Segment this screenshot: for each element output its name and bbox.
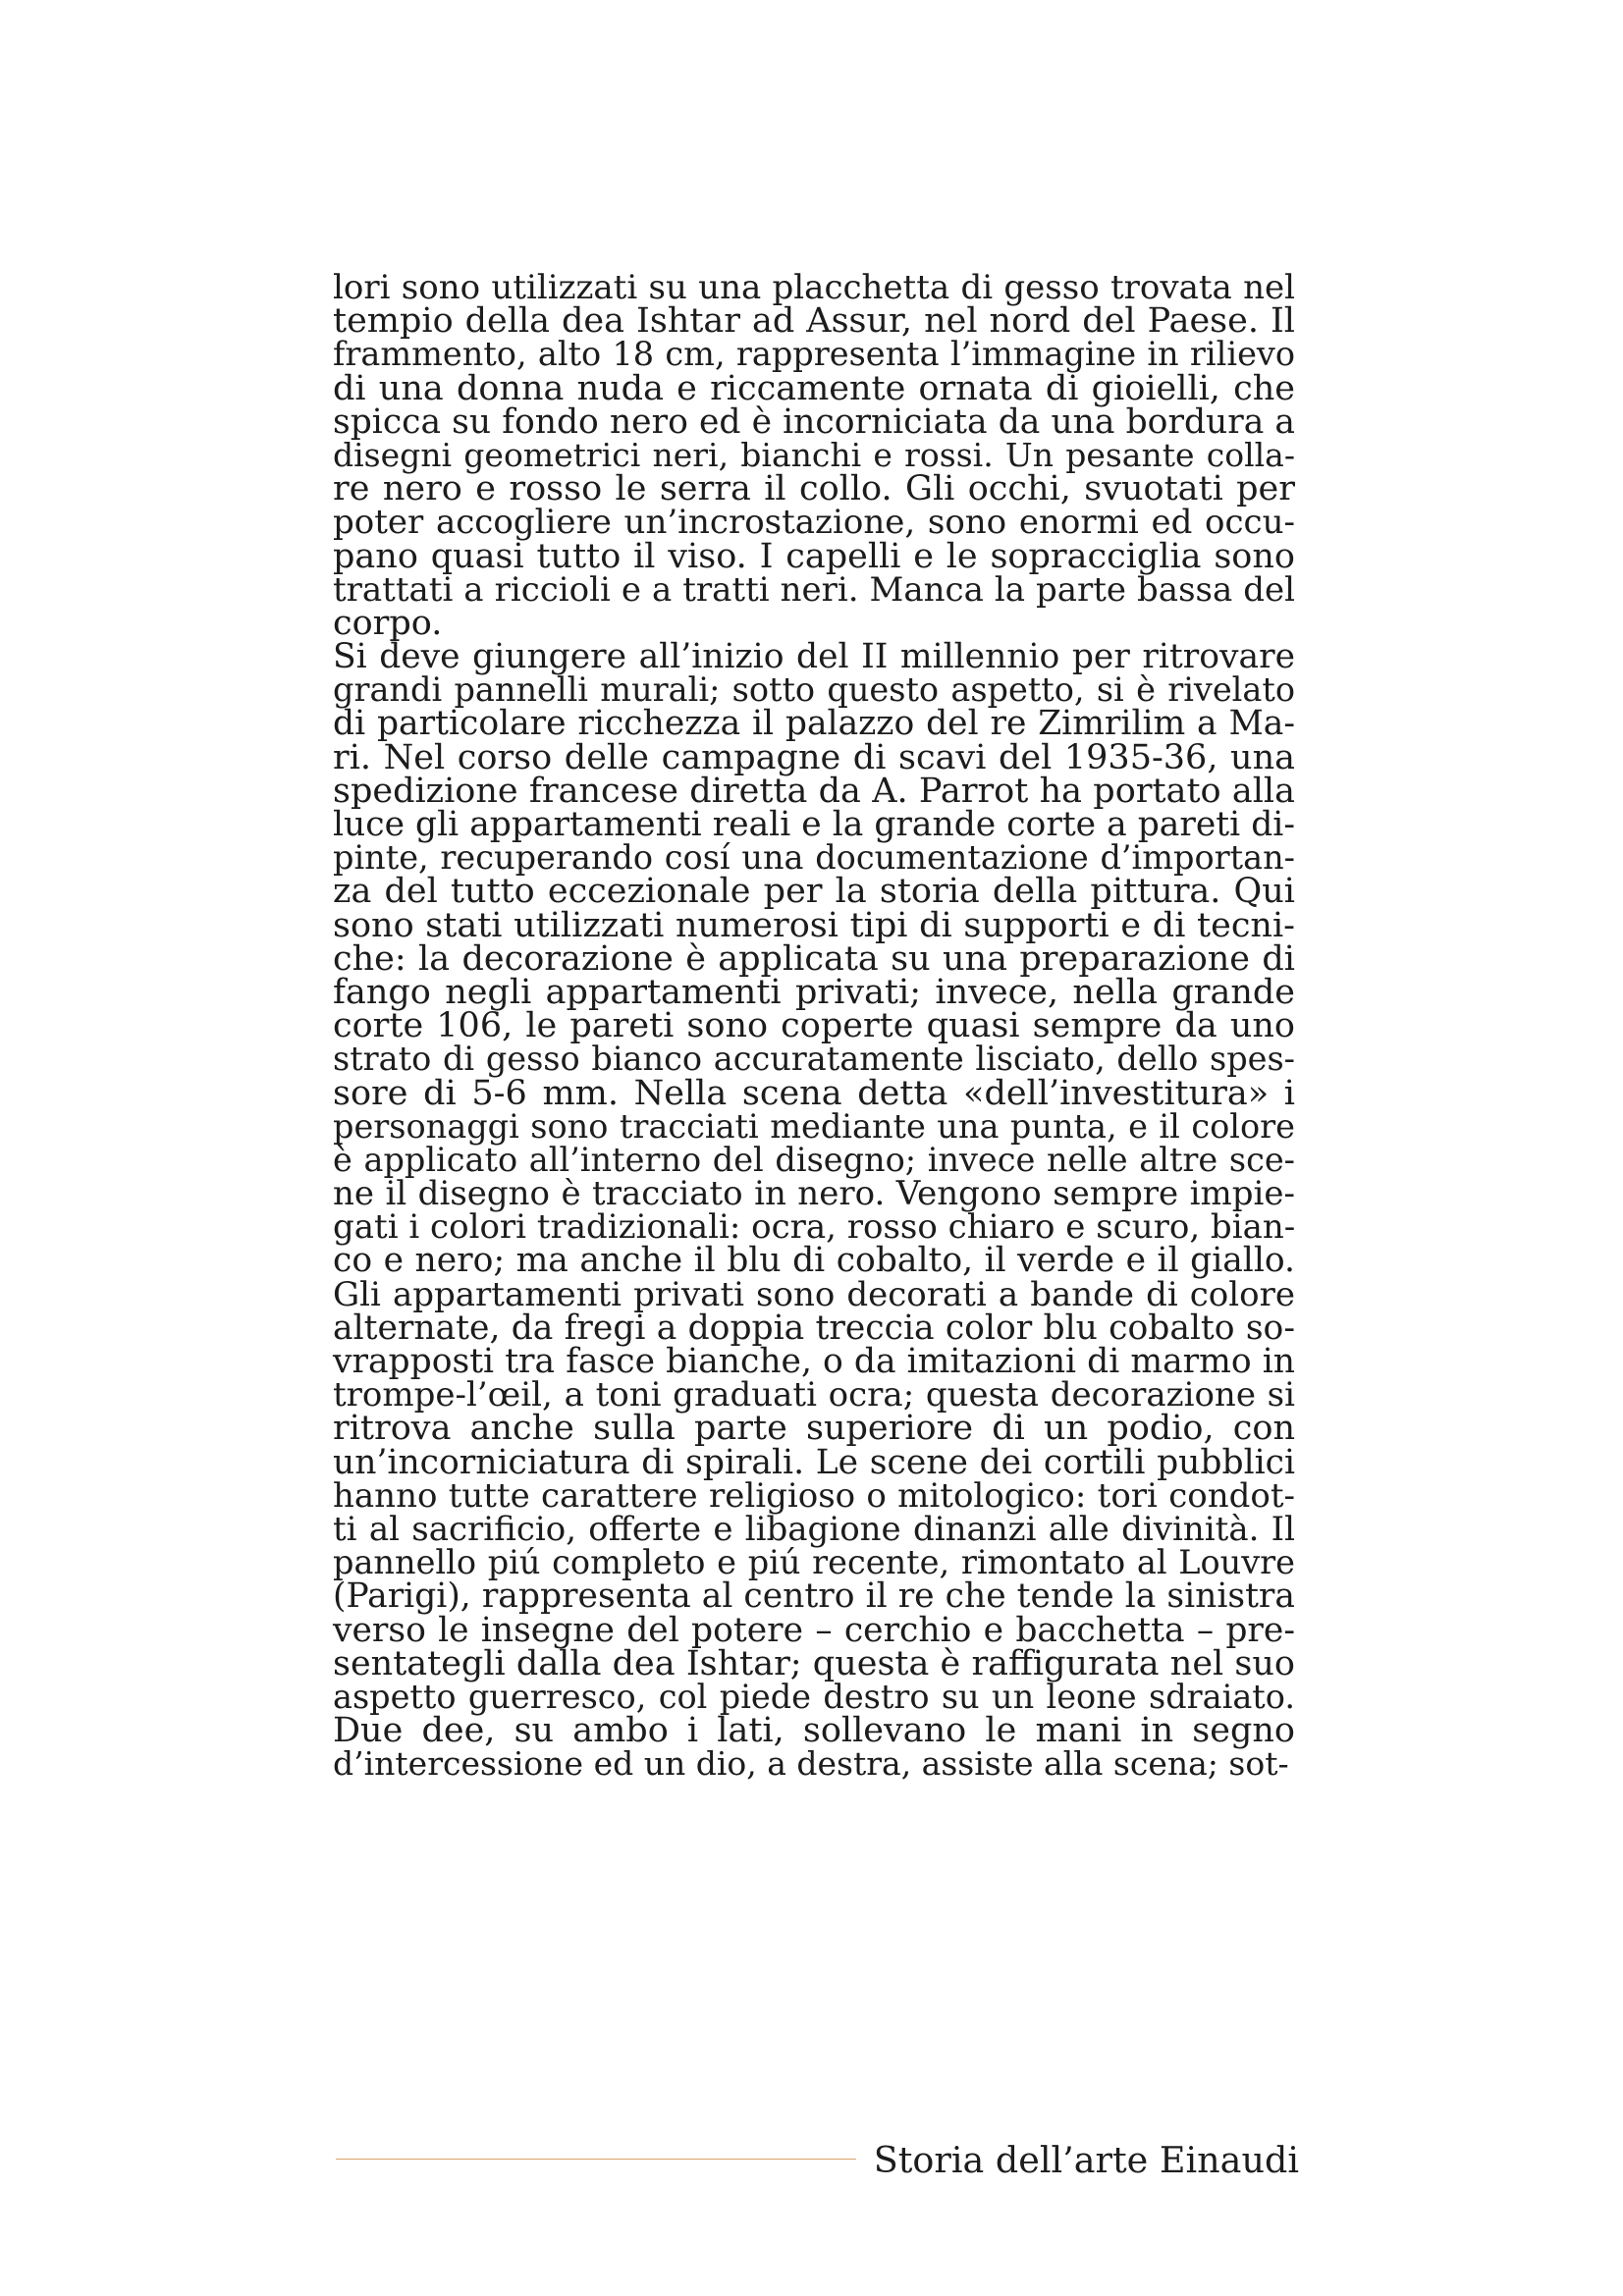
- text-line: re nero e rosso le serra il collo. Gli occhi, svuotati per: [333, 469, 1295, 509]
- text-line: verso le insegne del potere – cerchio e bacchetta – pre-: [333, 1610, 1295, 1650]
- text-line: fango negli appartamenti privati; invece, nella grande: [333, 972, 1295, 1012]
- text-line: sono stati utilizzati numerosi tipi di supporti e di tecni-: [333, 905, 1295, 945]
- text-line: co e nero; ma anche il blu di cobalto, il verde e il giallo.: [333, 1241, 1295, 1281]
- text-line: spedizione francese diretta da A. Parrot ha portato alla: [333, 771, 1295, 811]
- text-line: pinte, recuperando cosí una documentazione d’importan-: [333, 838, 1295, 878]
- text-line: spicca su fondo nero ed è incorniciata da una bordura a: [333, 401, 1295, 442]
- text-line: è applicato all’interno del disegno; invece nelle altre sce-: [333, 1140, 1295, 1179]
- text-line: lori sono utilizzati su una placchetta di gesso trovata nel: [333, 268, 1295, 307]
- text-line: ne il disegno è tracciato in nero. Vengono sempre impie-: [333, 1174, 1295, 1214]
- text-line: gati i colori tradizionali: ocra, rosso chiaro e scuro, bian-: [333, 1207, 1296, 1248]
- text-line: ritrova anche sulla parte superiore di un podio, con: [333, 1409, 1295, 1449]
- text-line: pano quasi tutto il viso. I capelli e le sopracciglia sono: [333, 536, 1295, 576]
- text-line: di una donna nuda e riccamente ornata di gioielli, che: [333, 368, 1295, 408]
- text-line: (Parigi), rappresenta al centro il re che tende la sinistra: [333, 1576, 1295, 1617]
- text-line: grandi pannelli murali; sotto questo aspetto, si è rivelato: [333, 670, 1295, 710]
- text-line: trattati a riccioli e a tratti neri. Manca la parte bassa del: [333, 569, 1295, 610]
- text-line: hanno tutte carattere religioso o mitologico: tori condot-: [333, 1475, 1295, 1516]
- text-line: disegni geometrici neri, bianchi e rossi. Un pesante colla-: [333, 435, 1295, 474]
- text-line: d’intercessione ed un dio, a destra, assiste alla scena; sot-: [333, 1744, 1289, 1784]
- text-line: pannello piú completo e piú recente, rimontato al Louvre: [333, 1543, 1295, 1582]
- footer-title: Storia dell’arte Einaudi: [873, 2139, 1299, 2181]
- text-line: personaggi sono tracciati mediante una punta, e il colore: [333, 1106, 1295, 1146]
- text-line: strato di gesso bianco accuratamente lisciato, dello spes-: [333, 1040, 1295, 1079]
- text-line: ti al sacrificio, offerte e libagione dinanzi alle divinità. Il: [333, 1509, 1295, 1549]
- text-line: trompe-l’œil, a toni graduati ocra; questa decorazione si: [333, 1375, 1295, 1415]
- footer-rule: [336, 2159, 856, 2160]
- body-text: [333, 268, 1296, 1784]
- text-line: corpo.: [333, 603, 443, 643]
- text-line: vrapposti tra fasce bianche, o da imitazioni di marmo in: [333, 1342, 1295, 1381]
- text-line: za del tutto eccezionale per la storia della pittura. Qui: [333, 872, 1295, 912]
- text-line: sore di 5-6 mm. Nella scena detta «dell’investitura» i: [333, 1073, 1295, 1113]
- text-line: frammento, alto 18 cm, rappresenta l’immagine in rilievo: [333, 335, 1295, 374]
- text-line: ri. Nel corso delle campagne di scavi del 1935-36, una: [333, 737, 1295, 777]
- text-line: che: la decorazione è applicata su una preparazione di: [333, 938, 1295, 979]
- text-line: Due dee, su ambo i lati, sollevano le mani in segno: [333, 1711, 1295, 1751]
- text-line: sentategli dalla dea Ishtar; questa è raffigurata nel suo: [333, 1643, 1295, 1683]
- text-line: di particolare ricchezza il palazzo del re Zimrilim a Ma-: [333, 704, 1295, 744]
- text-line: alternate, da fregi a doppia treccia color blu cobalto so-: [333, 1308, 1295, 1348]
- text-line: luce gli appartamenti reali e la grande corte a pareti di-: [333, 805, 1295, 844]
- text-line: aspetto guerresco, col piede destro su un leone sdraiato.: [333, 1677, 1295, 1716]
- text-line: Si deve giungere all’inizio del II millennio per ritrovare: [333, 637, 1295, 677]
- text-line: corte 106, le pareti sono coperte quasi sempre da uno: [333, 1006, 1295, 1046]
- text-line: poter accogliere un’incrostazione, sono enormi ed occu-: [333, 503, 1295, 543]
- text-line: tempio della dea Ishtar ad Assur, nel nord del Paese. Il: [333, 301, 1295, 342]
- text-line: un’incorniciatura di spirali. Le scene dei cortili pubblici: [333, 1442, 1295, 1482]
- text-line: Gli appartamenti privati sono decorati a bande di colore: [333, 1274, 1295, 1314]
